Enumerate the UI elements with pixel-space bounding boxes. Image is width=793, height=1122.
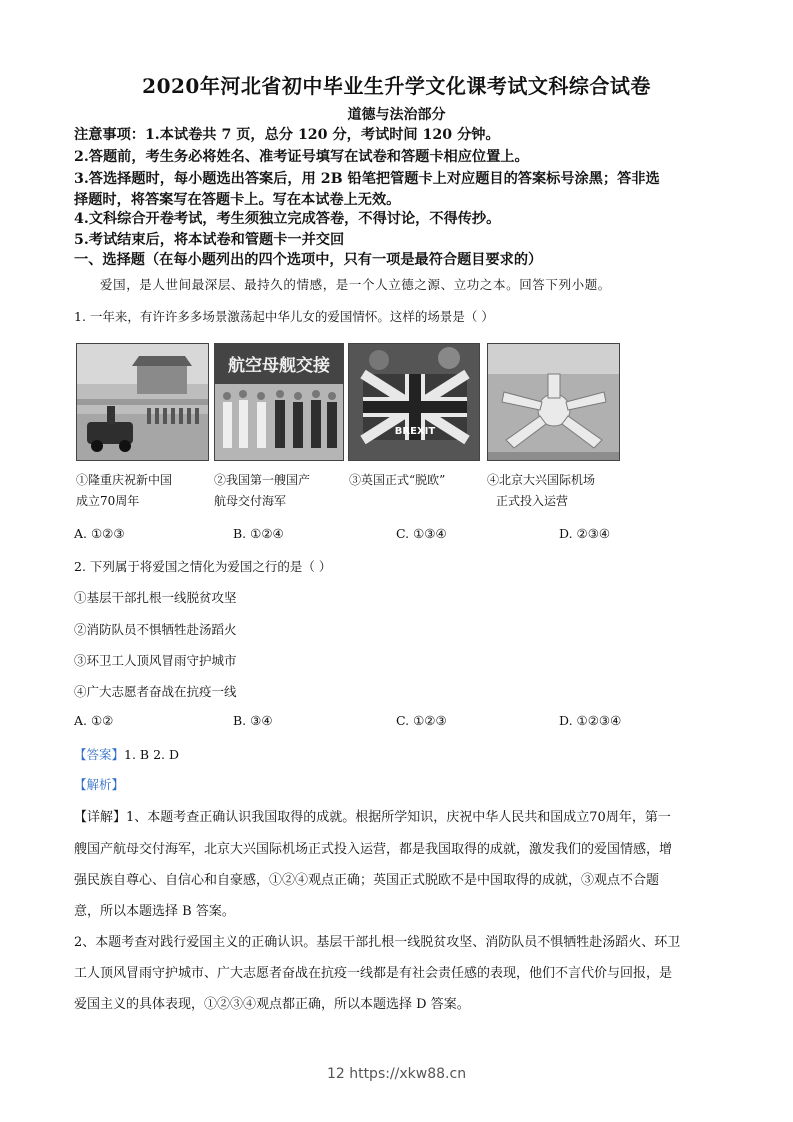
photo-4-caption-line-1: ④北京大兴国际机场	[487, 473, 596, 487]
q2-option-c: C. ①②③	[396, 713, 447, 728]
notes-line-5: 4.文科综合开卷考试，考生须独立完成答卷，不得讨论，不得传抄。	[74, 211, 501, 227]
q2-option-b: B. ③④	[233, 713, 273, 728]
detail-label: 【详解】	[74, 810, 127, 825]
answer-line	[74, 745, 179, 763]
q1-option-c: C. ①③④	[396, 526, 447, 541]
brexit-text: BREXIT	[394, 426, 436, 437]
q2-item-2: ②消防队员不惧牺牲赴汤蹈火	[74, 622, 237, 637]
photo-4-caption-line-2: 正式投入运营	[496, 494, 569, 508]
photo-1-caption-line-2: 成立70周年	[76, 494, 140, 508]
detail-line-6: 工人顶风冒雨守护城市、广大志愿者奋战在抗疫一线都是有社会责任感的表现，他们不言代价与回报，是	[74, 966, 673, 981]
photo-2-caption-line-2: 航母交付海军	[214, 494, 287, 508]
photo-3-caption	[349, 470, 484, 491]
page-title: 2020年河北省初中毕业生升学文化课考试文科综合试卷	[142, 74, 651, 98]
section-subtitle: 道德与法治部分	[347, 107, 446, 123]
airport-photo	[487, 343, 620, 461]
page-footer: 12 https://xkw88.cn	[326, 1066, 467, 1082]
answer-text: 1. B 2. D	[124, 747, 179, 762]
analysis-label: 【解析】	[74, 777, 125, 792]
detail-line-3: 强民族自尊心、自信心和自豪感，①②④观点正确；英国正式脱欧不是中国取得的成就，③观点不合题	[74, 873, 660, 888]
q2-item-1: ①基层干部扎根一线脱贫攻坚	[74, 590, 237, 605]
notes-line-3: 3.答选择题时，每小题选出答案后，用 2B 铅笔把管题卡上对应题目的答案标号涂黑；答非选	[74, 171, 660, 187]
detail-line-1	[74, 806, 671, 825]
photo-2-caption-line-1: ②我国第一艘国产	[214, 473, 311, 487]
detail-line-4: 意，所以本题选择 B 答案。	[74, 904, 235, 919]
photo-2-caption	[214, 470, 349, 512]
detail-line-2: 艘国产航母交付海军，北京大兴国际机场正式投入运营，都是我国取得的成就，激发我们的爱国情感，增	[74, 842, 673, 857]
question-1-stem: 1. 一年来，有许许多多场景激荡起中华儿女的爱国情怀。这样的场景是（ ）	[74, 309, 494, 324]
banner-text: 航空母舰交接	[228, 356, 330, 376]
photo-1-caption	[76, 470, 211, 512]
detail-text-1: 1、本题考查正确认识我国取得的成就。根据所学知识，庆祝中华人民共和国成立70周年，第一	[126, 810, 671, 825]
photo-4-caption	[487, 470, 627, 512]
q2-option-d: D. ①②③④	[559, 713, 622, 728]
section-heading: 一、选择题（在每小题列出的四个选项中，只有一项是最符合题目要求的）	[74, 252, 543, 268]
passage-text: 爱国，是人世间最深层、最持久的情感，是一个人立德之源、立功之本。回答下列小题。	[100, 277, 611, 292]
q1-option-d: D. ②③④	[559, 526, 611, 541]
question-2-stem: 2. 下列属于将爱国之情化为爱国之行的是（ ）	[74, 559, 332, 574]
photo-3-caption-line-1: ③英国正式“脱欧”	[349, 473, 446, 487]
carrier-handover-photo	[214, 343, 344, 461]
q2-item-4: ④广大志愿者奋战在抗疫一线	[74, 684, 237, 699]
notes-line-4: 择题时，将答案写在答题卡上。写在本试卷上无效。	[74, 192, 401, 208]
q1-option-a: A. ①②③	[74, 526, 125, 541]
notes-line-6: 5.考试结束后，将本试卷和管题卡一并交回	[74, 232, 345, 248]
q2-option-a: A. ①②	[74, 713, 114, 728]
q2-item-3: ③环卫工人顶风冒雨守护城市	[74, 653, 237, 668]
photo-1-caption-line-1: ①隆重庆祝新中国	[76, 473, 173, 487]
notes-line-1: 注意事项：1.本试卷共 7 页，总分 120 分，考试时间 120 分钟。	[74, 127, 500, 143]
detail-line-5: 2、本题考查对践行爱国主义的正确认识。基层干部扎根一线脱贫攻坚、消防队员不惧牺牲赴汤蹈火、环卫	[74, 935, 681, 950]
q1-option-b: B. ①②④	[233, 526, 284, 541]
notes-line-2: 2.答题前，考生务必将姓名、准考证号填写在试卷和答题卡相应位置上。	[74, 149, 529, 165]
parade-photo	[76, 343, 209, 461]
brexit-photo	[348, 343, 480, 461]
answer-label: 【答案】	[74, 747, 125, 762]
detail-line-7: 爱国主义的具体表现，①②③④观点都正确，所以本题选择 D 答案。	[74, 997, 470, 1012]
